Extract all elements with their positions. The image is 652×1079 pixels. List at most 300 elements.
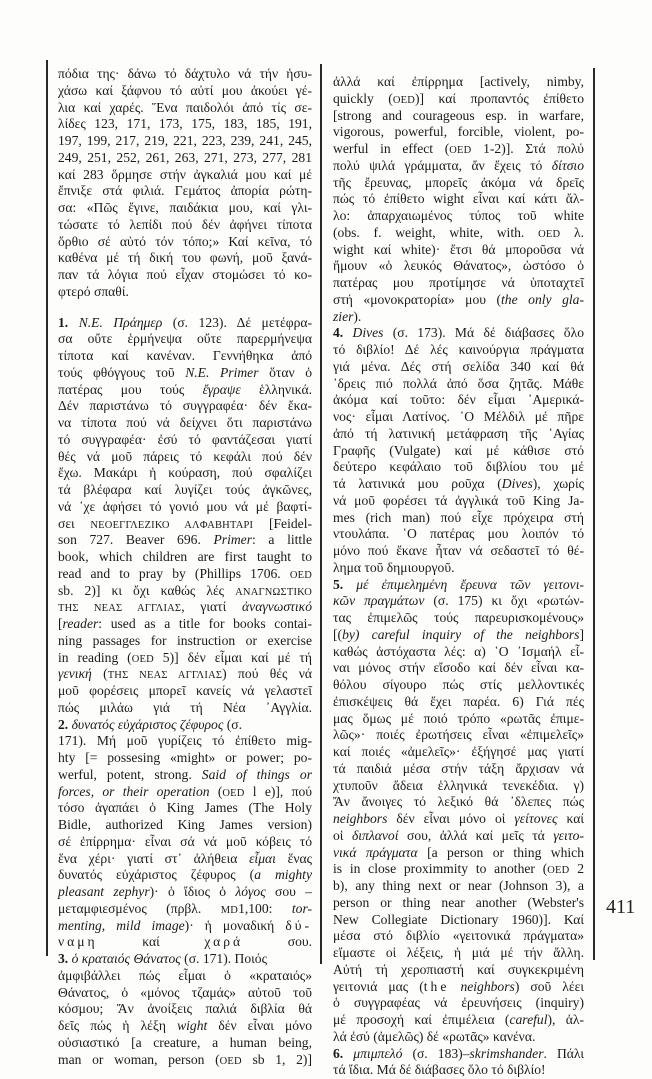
text-span: Ἄν ἄνοιγες τό λεξικό θά ᾽δλεπες πώς: [333, 794, 584, 810]
text-span: μεταμφιεσμένος (πρβλ.: [58, 900, 221, 916]
text-line: [333, 258, 584, 275]
text-line: [333, 225, 584, 242]
text-span: καθώς ἀστόχαστα λές: α) ῾Ο ᾽Ισμαήλ εἶ-: [333, 643, 584, 659]
small-caps-text: MD: [220, 904, 239, 916]
italic-text: δίτσιο: [551, 157, 584, 173]
small-caps-text: OED: [392, 94, 415, 106]
small-caps-text: ΤΗΣ ΝΕΑΣ ΑΓΓΛΙΑΣ: [107, 670, 223, 682]
text-line: [333, 359, 584, 376]
text-span: ]: [579, 626, 584, 642]
text-span: wight καί white)· ἔτσι θά μποροῦσα νά: [333, 241, 584, 257]
text-span: πατέρας μου προτίμησε νά ὑποταχτεῖ: [333, 275, 584, 290]
text-span: σα: «Πῶς ἔγινε, παιδάκια μου, καί γλι-: [58, 200, 312, 215]
text-span: τά βλέφαρα καί λυγίζει τούς ἀγκῶνες,: [58, 482, 312, 497]
text-span: δεῖς πώς ἡ λέξη: [58, 1018, 178, 1033]
text-line: [58, 516, 312, 533]
text-span: τά παιδιά μέσα στήν τάξη ἄρχισαν νά: [333, 760, 584, 776]
text-line: [58, 599, 312, 616]
text-span: νά μοῦ φορέσει τά ἀγγλικά τοῦ King Ja-: [333, 492, 584, 508]
text-line: [333, 309, 584, 326]
text-line: [58, 398, 312, 415]
text-span: 197, 199, 217, 219, 221, 223, 239, 241, 245,: [58, 133, 312, 148]
italic-text: pleasant zephyr: [58, 884, 150, 899]
text-span: εἴμαστε οἱ λέξεις, ἡ μιά μέ τήν ἄλλη.: [333, 945, 584, 960]
text-line: [333, 928, 584, 945]
text-line: [58, 482, 312, 499]
text-line: [58, 1001, 312, 1018]
text-span: καί 283 ὅρμησε στήν ἀγκαλιά μου καί μέ: [58, 166, 312, 182]
note-number: 2.: [58, 716, 72, 732]
text-span: καθένα μέ τή δική του φωνή, μοῦ ξανά-: [58, 250, 312, 266]
note-number: 1.: [58, 314, 79, 330]
text-span: τά ἴδια. Μά δέ διάβασες ὅλο τό διβλίο!: [333, 1062, 546, 1078]
text-span: (σ. 171). Ποιός: [180, 951, 267, 966]
text-line: [58, 284, 312, 301]
small-caps-text: OED: [289, 569, 312, 581]
italic-text: tor-: [291, 900, 313, 916]
text-line: [58, 465, 312, 482]
italic-text: διπλανοί: [351, 827, 399, 843]
text-span: ἔχω. Μακάρι ἡ κούραση, πού σφαλίζει: [58, 465, 312, 481]
text-span: b), any thing next or near (Johnson 3), a: [333, 878, 584, 893]
text-line: [58, 382, 312, 399]
text-line: [58, 432, 312, 449]
text-span: πόδια της· δάνω τό δάχτυλο νά τήν ἡσυ-: [58, 66, 312, 81]
text-span: μέσα στό διβλίο «γειτονικά πράγματα»: [333, 928, 584, 944]
text-span: Δέν παριστάνω τό συγγραφέα· δέν ἔκα-: [58, 398, 312, 414]
text-span: [449, 979, 460, 994]
text-line: [333, 811, 584, 828]
text-line: [58, 683, 312, 700]
text-span: in reading (: [58, 649, 132, 665]
text-line: [58, 901, 312, 918]
text-line: [58, 83, 312, 100]
text-line: [58, 1052, 312, 1069]
text-line: [333, 1012, 584, 1029]
text-span: δέν εἶναι μόνο οἱ: [387, 811, 515, 826]
text-line: [333, 711, 584, 728]
text-span: οἱ: [333, 827, 352, 843]
text-line: [333, 878, 584, 895]
italic-text: γειτο-: [553, 827, 584, 843]
italic-text: γείτονες: [514, 811, 558, 826]
left-margin-rule: [46, 60, 48, 956]
text-line: [58, 817, 312, 834]
text-line: [58, 700, 312, 717]
text-span: τόσο ἀγαπάει ὁ King James (The Holy: [58, 800, 312, 816]
text-span: φτερό σπαθί.: [58, 283, 129, 299]
text-line: [58, 884, 312, 901]
text-line: [333, 828, 584, 845]
text-span: θές νά μοῦ πάρεις τό κεφάλι πού δέν: [58, 448, 312, 464]
text-span: σου, ἀλλά καί μεῖς τά: [398, 827, 554, 843]
italic-text: careful: [509, 1012, 548, 1027]
text-line: [58, 348, 312, 365]
text-line: [333, 593, 584, 610]
text-span: werful, potent, strong.: [58, 766, 202, 782]
italic-text: ὁ κραταιός Θάνατος: [71, 951, 181, 966]
text-span: (σ. 175) κι ὄχι «ρωτών-: [424, 593, 584, 609]
text-span: ἕνας: [275, 850, 312, 866]
text-span: καί: [557, 811, 584, 826]
text-span: ) σοῦ λέει: [514, 978, 584, 994]
text-line: [58, 851, 312, 868]
page-number: 411: [606, 896, 636, 918]
small-caps-text: OED: [219, 1055, 242, 1067]
text-line: [333, 392, 584, 409]
paragraph-gap: [58, 301, 312, 315]
text-line: [58, 717, 312, 734]
text-line: [333, 242, 584, 259]
italic-text: μπιμπελό: [353, 1045, 403, 1061]
italic-text: neighbors: [460, 978, 515, 994]
text-span: σα οὔτε ἑρμήνεψα οὔτε παρερμήνεψα: [58, 331, 312, 347]
text-span: 249, 251, 252, 261, 263, 271, 273, 277, 281: [58, 149, 312, 165]
text-line: [333, 124, 584, 141]
text-span: θόλου σίγουρο πώς στίς μελλοντικές: [333, 677, 584, 692]
text-span: καί: [97, 934, 205, 950]
text-span: (: [91, 666, 108, 682]
small-caps-text: OED: [222, 787, 245, 799]
text-span: hty [= possesing «might» or power; po-: [58, 750, 312, 765]
text-line: [333, 191, 584, 208]
text-line: [333, 409, 584, 426]
italic-text: γενική: [58, 666, 92, 682]
text-line: [333, 175, 584, 192]
text-line: [58, 951, 312, 968]
text-line: [333, 962, 584, 979]
text-span: )] καί προπαντός ἐπίθετο: [415, 90, 585, 106]
small-caps-text: OED: [449, 145, 472, 156]
italic-text: Dives: [352, 325, 384, 341]
spaced-text: χαρά: [204, 934, 244, 950]
text-span: τώσατε τό λεπίδι πού δέν ἀφήνει τίποτα: [58, 216, 312, 232]
text-line: [333, 778, 584, 795]
text-span: ἤμουν «ὁ λευκός Θάνατος», ὡστόσο ὁ: [333, 258, 584, 274]
text-span: Θάνατος, ὁ «μόνος τζαμάς» αὐτοῦ τοῦ: [58, 984, 312, 1000]
text-span: ἔπνιξε στά φιλιά. Γεμάτος ἀπορία ρώτη-: [58, 183, 312, 199]
text-line: [333, 677, 584, 694]
text-span: person or thing near another (Webster's: [333, 894, 584, 910]
text-span: 171). Μή μοῦ γυρίζεις τό ἐπίθετο mig-: [58, 733, 312, 749]
spaced-text: δύ-: [285, 917, 312, 933]
text-span: νά ᾽χε ἀφήσει τό γονιό μου νά μέ βαφτί-: [58, 498, 312, 514]
text-line: [58, 331, 312, 348]
text-span: is in close proximmity to another (: [333, 861, 548, 877]
text-line: [58, 918, 312, 935]
text-line: [58, 183, 312, 200]
small-caps-text: OED: [547, 865, 570, 877]
text-line: [333, 443, 584, 460]
text-span: quickly (: [333, 90, 393, 106]
small-caps-text: ΑΝΑΓΝΩΣΤΙΚΟ: [235, 586, 312, 598]
text-span: (σ. 173). Μά δέ διάβασες ὅλο: [383, 325, 584, 341]
text-span: καί ποιές «ἀμελεῖς»· ἐξήγησέ μας γιατί: [333, 744, 584, 759]
text-span: γιά μένα. Δές στή σελίδα 340 καί θά: [333, 358, 584, 374]
text-span: μόνο πού ἔκανε ἦταν νά σεδαστεῖ τό θέ-: [333, 543, 584, 558]
text-line: [58, 267, 312, 284]
text-span: man or woman, person (: [58, 1051, 220, 1067]
spaced-text: the: [423, 978, 450, 994]
text-span: σέ ἐπίρρημα· εἶναι σά νά μοῦ κόβεις τό: [58, 833, 312, 849]
text-span: )· ἡ μοναδική: [184, 917, 286, 933]
text-line: [58, 834, 312, 851]
text-line: [333, 627, 584, 644]
text-span: New Collegiate Dictionary 1960)]. Καί: [333, 911, 584, 927]
text-span: να τίποτα πού νά δείχνει ὅτι παριστάνω: [58, 415, 312, 430]
text-span: λ.: [560, 224, 584, 240]
text-span: ).: [353, 308, 362, 324]
text-span: 5)] δέν εἶμαι καί μέ τή: [153, 649, 312, 665]
text-line: [333, 158, 584, 175]
text-line: [58, 934, 312, 951]
text-line: [58, 66, 312, 83]
text-line: [58, 616, 312, 633]
italic-text: a mighty: [254, 867, 312, 883]
text-span: ντουλάπα. ῾Ο πατέρας μου λοιπόν τό: [333, 526, 584, 542]
text-span: πολύ ψιλά γράμματα, ἄν ἔχεις τό: [333, 157, 552, 173]
text-line: [333, 208, 584, 225]
text-span: Γραφῆς (Vulgate) καί μέ κάθισε στό: [333, 442, 584, 458]
text-span: )· ὁ ἴδιος ὁ: [149, 884, 236, 899]
text-line: [58, 150, 312, 167]
text-span: : used as a title for books contai-: [98, 616, 312, 631]
note-number: 6.: [333, 1045, 354, 1061]
text-span: book, which children are first taught to: [58, 549, 312, 564]
text-span: παν τά λόγια πού εἶχαν στομώσει τό κο-: [58, 267, 312, 282]
note-number: 3.: [58, 951, 72, 966]
text-span: νος· εἶμαι Λατίνος. ῾Ο Μέλδιλ μέ πῆρε: [333, 409, 584, 424]
italic-text: the only gla-: [501, 291, 584, 307]
right-text-column: [333, 74, 584, 1079]
text-line: [333, 845, 584, 862]
text-span: ), χωρίς: [532, 476, 584, 491]
text-span: ᾽δρεις πιό πολλά ἀπό ὅσα ζητᾶς. Μάθε: [333, 375, 584, 391]
italic-text: by) careful inquiry of the neighbors: [342, 626, 580, 642]
note-number: 4.: [333, 325, 353, 341]
text-line: [333, 292, 584, 309]
text-span: mes (rich man) πού εἶχε πρόχειρα στή: [333, 509, 584, 525]
text-span: 1,100:: [238, 900, 292, 916]
text-line: [58, 133, 312, 150]
text-line: [58, 449, 312, 466]
text-line: [333, 660, 584, 677]
italic-text: κῶν πραγμάτων: [333, 593, 425, 609]
spaced-text: ναμη: [58, 934, 98, 950]
text-span: read and to pray by (Phillips 1706.: [58, 565, 290, 581]
text-line: [333, 426, 584, 443]
text-span: vigorous, powerful, forcible, violent, po-: [333, 124, 584, 140]
text-line: [58, 200, 312, 217]
text-span: [Feidel-: [253, 515, 312, 531]
text-line: [333, 861, 584, 878]
text-line: [333, 761, 584, 778]
text-span: , γιατί: [181, 599, 243, 615]
text-span: ἀμφιβάλλει πώς εἶμαι ὁ «κραταιός»: [58, 967, 312, 983]
text-line: [58, 549, 312, 566]
italic-text: ἀναγνωστικό: [242, 599, 312, 615]
text-line: [333, 794, 584, 811]
text-span: Αὐτή τή χεροπιαστή καί συγκεκριμένη: [333, 961, 584, 977]
italic-text: reader: [62, 616, 99, 631]
text-line: [58, 867, 312, 884]
text-line: [58, 167, 312, 184]
text-span: δέν εἶναι μόνο: [207, 1018, 312, 1033]
text-span: ἀκόμα καί τοῦτο: δέν εἶμαι ᾽Αμερικά-: [333, 392, 584, 408]
text-line: [333, 577, 584, 594]
small-caps-text: ΝΕΟΕΓΓΛΕΖΙΚΟ ΑΛΦΑΒΗΤΑΡΙ: [90, 519, 254, 531]
text-span: ἑλληνικά.: [240, 381, 312, 397]
text-span: ὄρθιο σέ αὐτό τόν τόπο;» Καί κεῖνα, τό: [58, 233, 312, 249]
text-span: ὁ συγγραφέας νά ἐρευνήσεις (inquiry): [333, 995, 584, 1011]
text-line: [58, 1018, 312, 1035]
text-line: [333, 744, 584, 761]
text-span: λῶς»· ποιές ἐρωτήσεις εἶναι «ἐπιμελεῖς»: [333, 727, 584, 743]
text-span: λά ἐσύ (ἀμελῶς) δέ «ρωτᾶς» κανένα.: [333, 1028, 536, 1044]
text-span: ning passages for instruction or exercise: [58, 632, 312, 648]
text-span: 2: [569, 861, 584, 877]
italic-text: skrimshander: [469, 1045, 544, 1061]
text-span: ἀπό τή λατινική μετάφραση τῆς ῾Αγίας: [333, 425, 584, 441]
text-span: τό διβλίο! Δέ λές καινούργια πράγματα: [333, 342, 584, 357]
text-span: τό συγγραφέα· ἐσύ τό φαντάζεσαι γιατί: [58, 431, 312, 447]
text-line: [333, 376, 584, 393]
text-line: [333, 1029, 584, 1046]
text-line: [58, 415, 312, 432]
text-span: δεύτερο κεφάλαιο τοῦ διβλίου του μέ: [333, 459, 584, 475]
text-span: λημα τοῦ δημιουργοῦ.: [333, 559, 455, 575]
text-line: [58, 315, 312, 332]
italic-text: ἔγραψε: [202, 381, 241, 397]
text-line: [58, 365, 312, 382]
italic-text: Primer: [213, 532, 252, 548]
text-line: [58, 733, 312, 750]
text-line: [58, 767, 312, 784]
text-span: πώς τό ἐπίθετο wight εἶναι καί κάτι ἄλ-: [333, 191, 584, 207]
text-line: [58, 650, 312, 667]
text-line: [58, 800, 312, 817]
text-span: γειτονιά μας (: [333, 978, 424, 994]
text-line: [58, 217, 312, 234]
text-span: (σ. 123). Δέ μετέφρα-: [162, 314, 313, 330]
text-span: μέ προσοχή καί ἐπιμέλεια (: [333, 1012, 510, 1027]
italic-text: νικά πράγματα: [333, 844, 418, 860]
text-line: [333, 74, 584, 91]
text-line: [333, 141, 584, 158]
text-line: [333, 1046, 584, 1063]
text-span: sb. 2)] κι ὄχι καθώς λές: [58, 582, 236, 598]
text-line: [333, 644, 584, 661]
text-span: ναι μόνος στήν εἴσοδο καί δέν εἶναι κα-: [333, 660, 584, 676]
italic-text: εἶμαι: [249, 850, 276, 866]
text-span: sb 1, 2)]: [241, 1051, 312, 1067]
text-span: : a little: [252, 532, 312, 548]
text-span: (σ. 183)–: [402, 1045, 470, 1061]
text-span: τούς φθόγγους τοῦ: [58, 364, 186, 380]
text-span: κόσμου; Ἄν ἀνοίξεις παλιά διβλία θά: [58, 1001, 312, 1017]
text-span: [: [58, 616, 63, 631]
small-caps-text: OED: [538, 228, 561, 240]
italic-text: δυνατός εὐχάριστος ζέφυρος: [71, 716, 224, 732]
text-span: Bidle, authorized King James version): [58, 817, 312, 832]
text-line: [333, 510, 584, 527]
text-span: λίδες 123, 171, 173, 175, 183, 185, 191,: [58, 116, 312, 132]
text-line: [333, 526, 584, 543]
small-caps-text: OED: [131, 653, 154, 665]
italic-text: μέ ἐπιμελημένη ἔρευνα τῶν γειτονι-: [356, 576, 584, 592]
text-span: son 727. Beaver 696.: [58, 532, 214, 548]
text-line: [333, 610, 584, 627]
text-line: [58, 1035, 312, 1052]
text-span: τά λατινικά μου ροῦχα (: [333, 476, 502, 491]
italic-text: λόγος: [235, 884, 266, 899]
text-span: πώς μιλάω γιά τή Νέα ᾽Αγγλία.: [58, 699, 312, 715]
text-span: σου.: [243, 934, 312, 950]
text-line: [58, 116, 312, 133]
text-line: [58, 633, 312, 650]
text-line: [58, 566, 312, 583]
text-span: τῆς ἔρευνας, μπορεῖς ἀκόμα νά δρεῖς: [333, 174, 584, 190]
text-line: [58, 784, 312, 801]
text-span: λο: ἀπαρχαιωμένος τύπος τοῦ white: [333, 208, 584, 223]
text-line: [333, 342, 584, 359]
text-span: l e)], πού: [244, 783, 312, 799]
italic-text: wight: [177, 1018, 208, 1033]
text-span: [strong and courageous esp. in warfare,: [333, 107, 584, 123]
text-span: . Πάλι: [543, 1045, 585, 1061]
text-line: [333, 912, 584, 929]
text-line: [58, 750, 312, 767]
text-line: [333, 945, 584, 962]
text-line: [58, 968, 312, 985]
text-span: σου –: [265, 884, 312, 899]
text-line: [58, 250, 312, 267]
text-line: [333, 694, 584, 711]
italic-text: N.E. Πράημερ: [78, 314, 163, 330]
italic-text: zier: [333, 308, 354, 324]
italic-text: N.E. Primer: [185, 364, 259, 380]
text-span: πατέρας μου τούς: [58, 381, 203, 397]
text-span: χτυποῦν ἄδεια ἑλληνικά τενεκέδια. γ): [333, 777, 584, 793]
text-line: [58, 532, 312, 549]
text-line: [333, 1062, 584, 1079]
text-span: ) πού θές νά: [222, 666, 313, 682]
text-span: μας ὅμως μέ ποιό τρόπο «ρωτᾶς ἐπιμε-: [333, 710, 584, 726]
text-line: [333, 543, 584, 560]
small-caps-text: ΤΗΣ ΝΕΑΣ ΑΓΓΛΙΑΣ: [58, 603, 182, 615]
italic-text: menting, mild image: [58, 917, 185, 933]
text-line: [333, 476, 584, 493]
text-span: τας ἐπιμελῶς τούς παρευρισκομένους»: [333, 610, 584, 625]
text-line: [333, 895, 584, 912]
text-line: [333, 493, 584, 510]
text-span: ἀλλά καί ἐπίρρημα [actively, nimby,: [333, 74, 584, 89]
text-line: [58, 583, 312, 600]
text-line: [58, 499, 312, 516]
column-divider-rule: [320, 64, 322, 964]
text-span: οὐσιαστικό [a creature, a human being,: [58, 1034, 312, 1050]
text-span: σει: [58, 515, 91, 531]
text-span: δυνατός εὐχάριστος ζέφυρος (: [58, 867, 255, 883]
text-line: [333, 459, 584, 476]
text-line: [333, 727, 584, 744]
text-span: λια καί χαρές. Ἕνα παιδολόι ἀπό τίς σε-: [58, 99, 312, 115]
italic-text: neighbors: [333, 811, 388, 826]
text-span: ἕνα χέρι· γιατί στ᾽ ἀλήθεια: [58, 850, 250, 866]
text-line: [333, 91, 584, 108]
text-line: [333, 108, 584, 125]
italic-text: forces, or their operation: [58, 783, 210, 799]
